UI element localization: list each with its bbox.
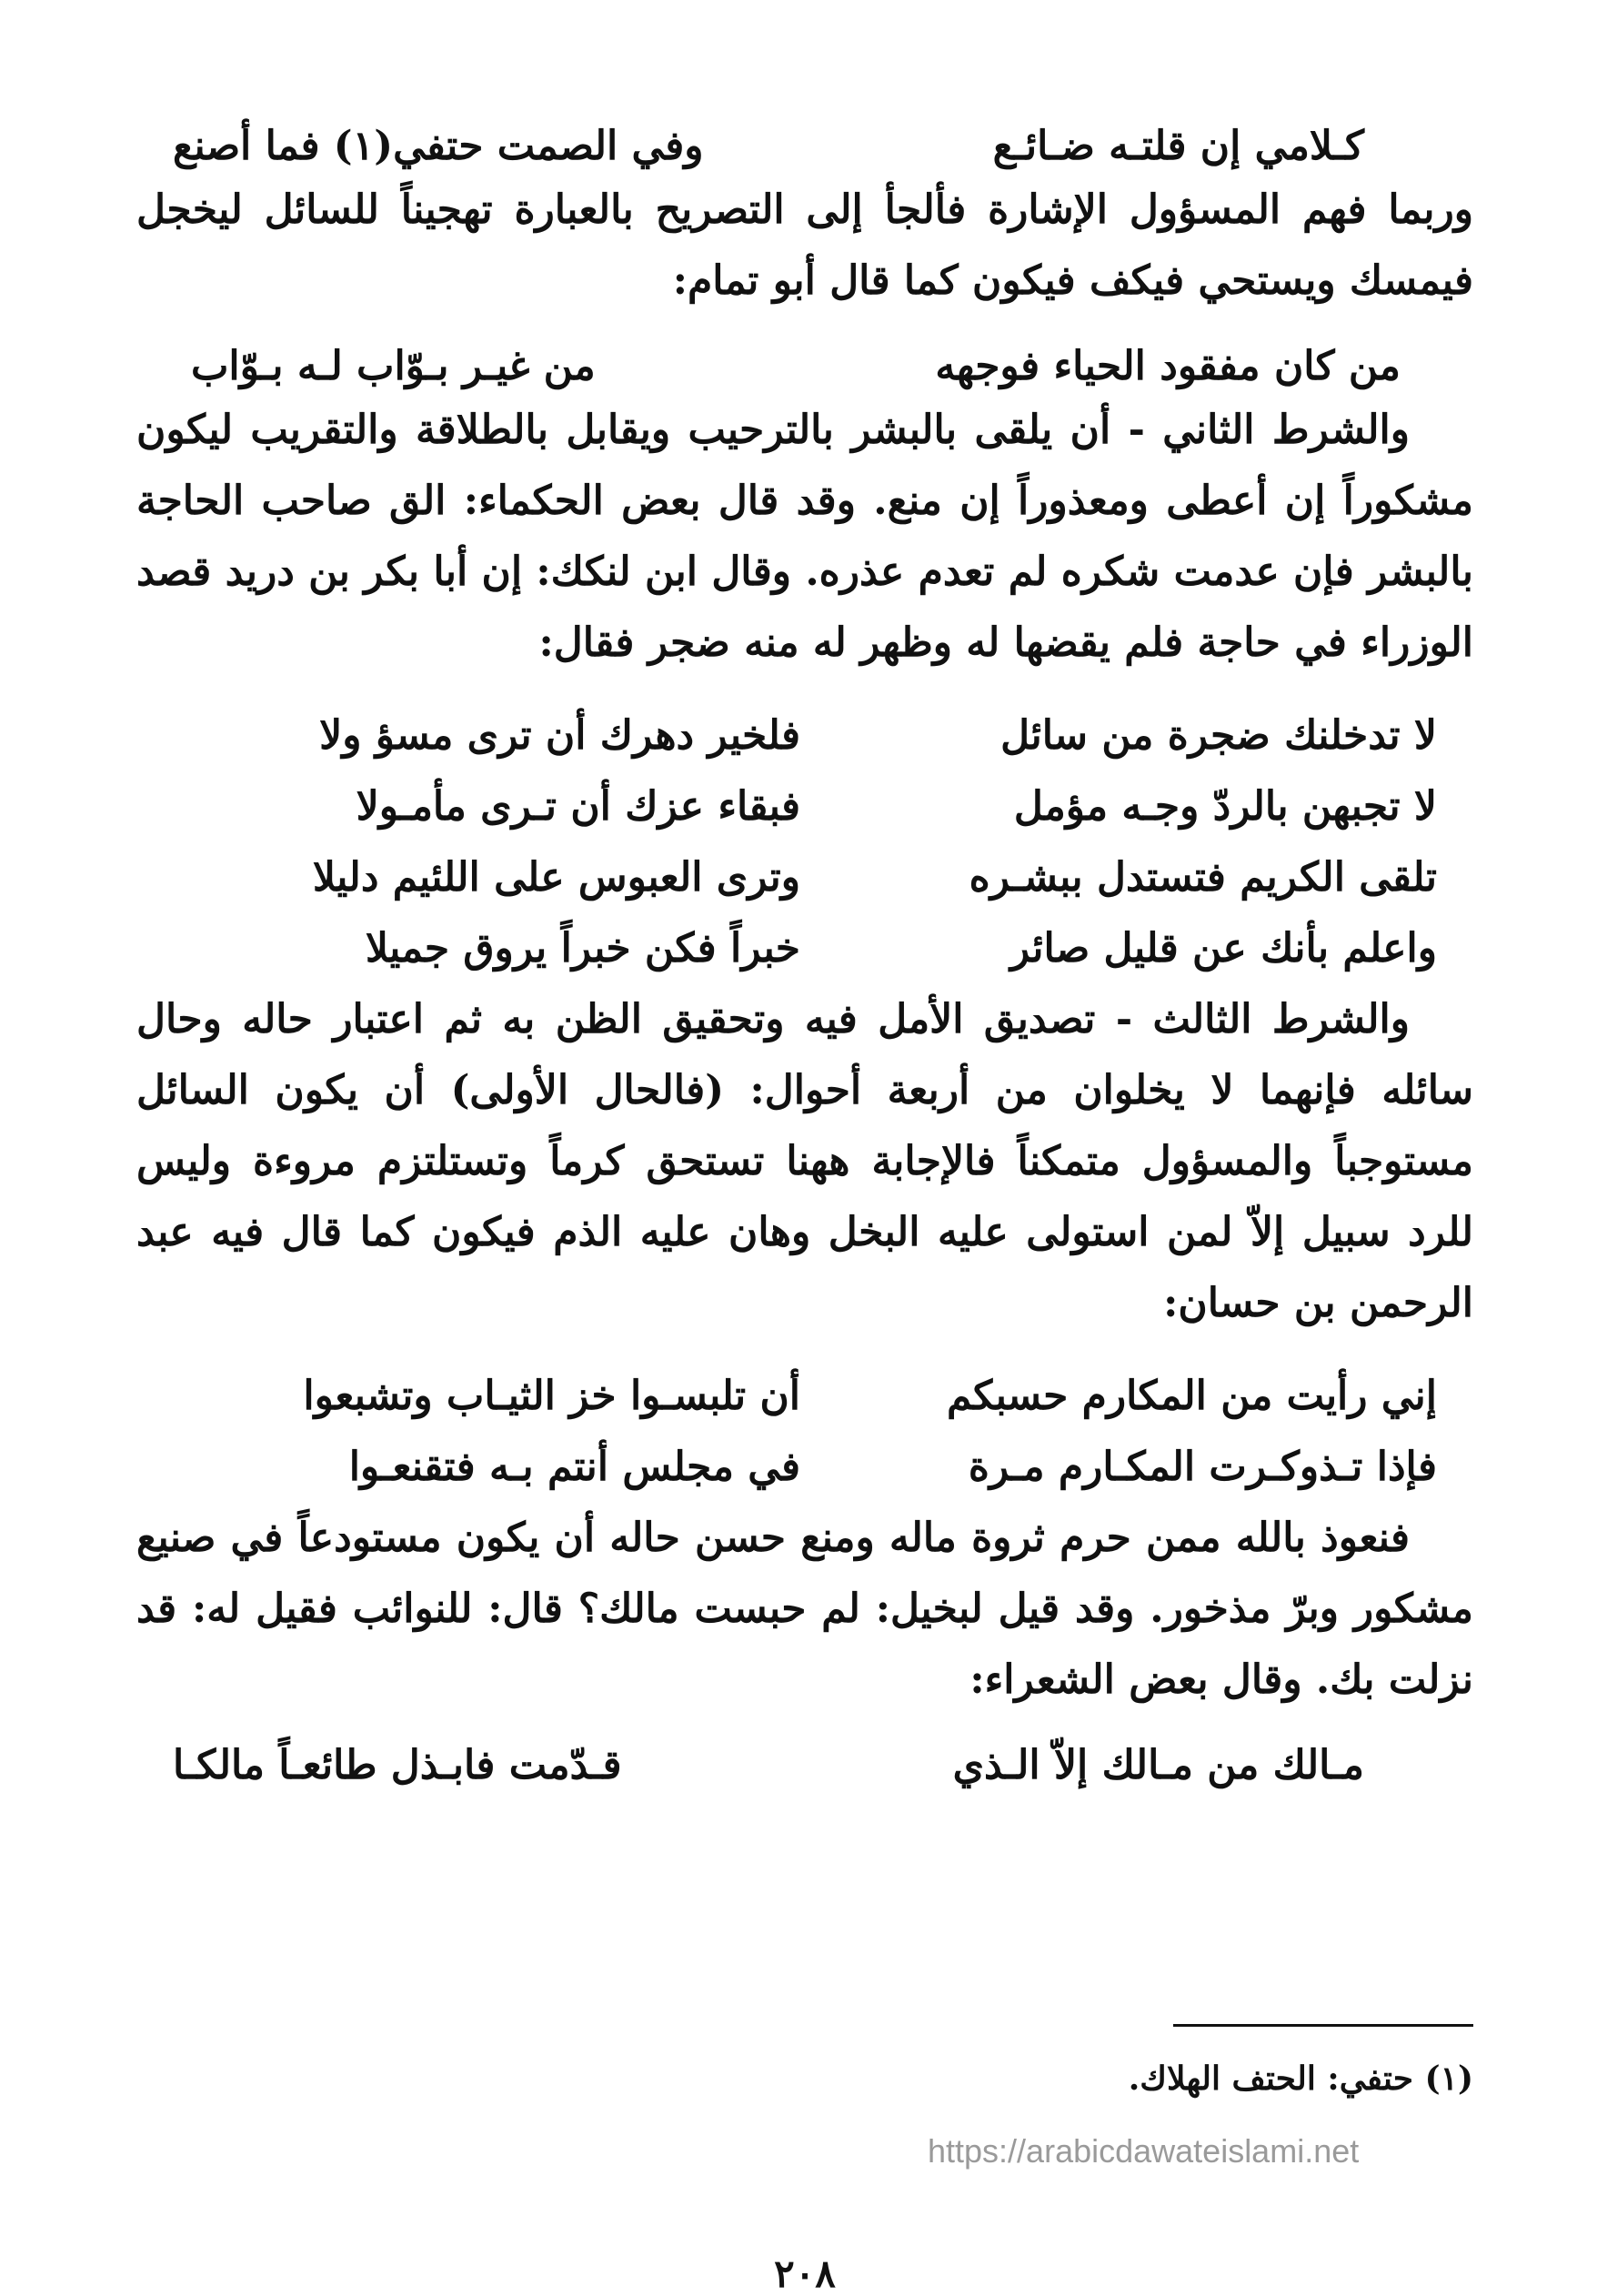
verse-hemistich-first: لا تدخلنك ضجرة من سائل — [1000, 712, 1437, 759]
paragraph-3: والشرط الثالث - تصديق الأمل فيه وتحقيق الظن به ثم اعتبار حاله وحال سائله فإنهما لا يخلوان من أربعة أحوال: (فالحال الأولى) أن يكون السائل مستوجباً والمسؤول متمكناً فالإجابة ههنا تستحق كرماً وتستلتزم مروءة وليس للرد سبيل إلاّ لمن استولى عليه البخل وهان عليه الذم فيكون كما قال فيه عبد الرحمن بن حسان: — [136, 996, 1474, 1326]
poem-abd-al-rahman — [136, 1361, 1473, 1503]
verse-hemistich-first: كـلامي إن قلتـه ضـائـع — [992, 123, 1364, 169]
verse-hemistich-second: خبراً فكن خبراً يروق جميلا — [365, 925, 800, 972]
verse-hemistich-first: إني رأيت من المكارم حسبكم — [947, 1373, 1437, 1419]
paragraph-2: والشرط الثاني - أن يلقى بالبشر بالترحيب ويقابل بالطلاقة والتقريب ليكون مشكوراً إن أعطى ومعذوراً إن منع. وقد قال بعض الحكماء: الق صاحب الحاجة بالبشر فإن عدمت شكره لم تعدم عذره. وقال ابن لنكك: إن أبا بكر بن دريد قصد الوزراء في حاجة فلم يقضها له وظهر له منه ضجر فقال: — [136, 407, 1473, 666]
poem-ibn-durayd — [136, 700, 1473, 984]
poem-verse — [136, 1432, 1473, 1503]
poem-verse — [136, 842, 1473, 913]
verse-hemistich-second: قـدّمت فابـذل طائعـاً مالكـا — [173, 1742, 622, 1788]
verse-hemistich-first: تلقى الكريم فتستدل ببشـره — [969, 854, 1437, 901]
verse-hemistich-first: لا تجبهن بالردّ وجـه مؤمل — [1013, 783, 1437, 830]
poem-verse — [136, 913, 1473, 984]
poem-verse — [136, 700, 1473, 771]
verse-hemistich-first: فإذا تـذوكـرت المكـارم مـرة — [968, 1444, 1437, 1490]
paragraph-4: فنعوذ بالله ممن حرم ثروة ماله ومنع حسن حاله أن يكون مستودعاً في صنيع مشكور وبرّ مذخور. وقد قيل لبخيل: لم حبست مالك؟ قال: للنوائب فقيل له: قد نزلت بك. وقال بعض الشعراء: — [136, 1515, 1473, 1703]
verse-hemistich-second: أن تلبسـوا خز الثيـاب وتشبعوا — [303, 1373, 800, 1419]
verse-hemistich-second: من غيـر بـوّاب لـه بـوّاب — [191, 343, 596, 389]
page-number: ٢٠٨ — [774, 2251, 836, 2296]
verse-hemistich-first: من كان مفقود الحياء فوجهه — [935, 343, 1401, 389]
document-page — [136, 118, 1474, 2296]
opening-verse — [136, 118, 1473, 175]
poem-verse — [136, 1361, 1473, 1432]
verse-hemistich-second: في مجلس أنتم بـه فتقنعـوا — [348, 1444, 800, 1490]
verse-hemistich-second: وترى العبوس على اللئيم دليلا — [312, 854, 800, 901]
verse-hemistich-first: مـالك من مـالك إلاّ الـذي — [952, 1742, 1364, 1788]
footnote-divider — [1173, 2024, 1473, 2027]
verse-hemistich-second: فبقاء عزك أن تـرى مأمـولا — [356, 783, 800, 830]
verse-hemistich-first: واعلم بأنك عن قليل صائر — [1009, 925, 1437, 972]
abu-tammam-verse — [136, 338, 1473, 395]
watermark-url: https://arabicdawateislami.net — [928, 2132, 1360, 2170]
verse-hemistich-second: وفي الصمت حتفي(١) فما أصنع — [173, 123, 704, 169]
closing-verse — [136, 1737, 1473, 1794]
paragraph-1: وربما فهم المسؤول الإشارة فألجأ إلى التصريح بالعبارة تهجيناً للسائل ليخجل فيمسك ويستحي فيكف فيكون كما قال أبو تمام: — [136, 186, 1473, 304]
footnote: (١) حتفي: الحتف الهلاك. — [1128, 2059, 1473, 2098]
poem-verse — [136, 771, 1473, 842]
verse-hemistich-second: فلخير دهرك أن ترى مسؤ ولا — [319, 712, 800, 759]
